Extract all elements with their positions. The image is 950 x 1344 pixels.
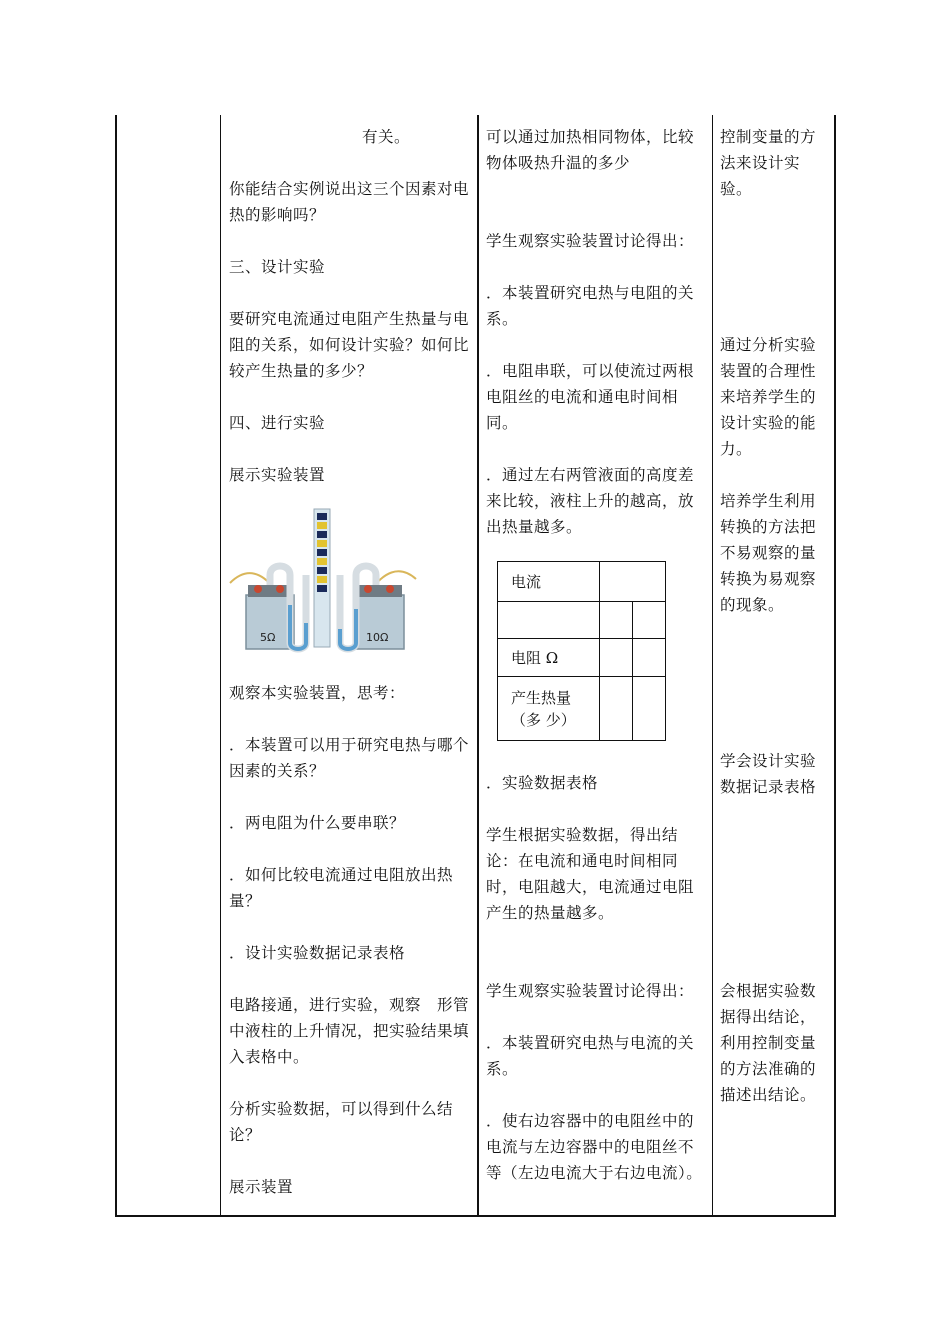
answer-item: ．电阻串联，可以使流过两根电阻丝的电流和通电时间相同。 xyxy=(486,362,695,432)
table-cell xyxy=(600,677,633,741)
table-cell xyxy=(600,639,633,677)
table-row-heat-line1: 产生热量 xyxy=(511,688,572,707)
table-cell xyxy=(600,562,666,602)
text-paragraph: 要研究电流通过电阻产生热量与电阻的关系，如何设计实验？如何比较产生热量的多少？ xyxy=(229,310,470,380)
text-paragraph: 展示实验装置 xyxy=(229,466,326,484)
right-resistor-label: 10Ω xyxy=(366,631,389,644)
text-paragraph: 通过分析实验装置的合理性来培养学生的设计实验的能力。 xyxy=(720,336,817,458)
table-row-current: 电流 xyxy=(498,562,600,602)
left-resistor-label: 5Ω xyxy=(260,631,276,644)
answer-item: ．本装置研究电热与电阻的关系。 xyxy=(486,284,695,328)
text-paragraph: 控制变量的方法来设计实验。 xyxy=(720,128,817,198)
text-paragraph: 展示装置 xyxy=(229,1178,294,1196)
table-cell xyxy=(633,602,666,639)
left-terminal-2 xyxy=(276,585,284,593)
section-heading: 四、进行实验 xyxy=(229,414,326,432)
table-row-resistance: 电阻 Ω xyxy=(498,639,600,677)
conclusion-paragraph: 学生根据实验数据，得出结论：在电流和通电时间相同时，电阻越大，电流通过电阻产生的热量越多。 xyxy=(486,826,695,922)
text-paragraph: 有关。 xyxy=(362,128,411,146)
question-item: ．如何比较电流通过电阻放出热量？ xyxy=(229,866,454,910)
answer-item: ．使右边容器中的电阻丝中的电流与左边容器中的电阻丝不等（左边电流大于右边电流）。 xyxy=(486,1112,703,1182)
question-item: ．设计实验数据记录表格 xyxy=(229,944,406,962)
table-border-bottom xyxy=(115,1215,836,1217)
table-divider-2 xyxy=(477,115,479,1216)
table-divider-3 xyxy=(712,115,713,1216)
text-paragraph: 会根据实验数据得出结论，利用控制变量的方法准确的描述出结论。 xyxy=(720,982,817,1104)
text-paragraph: 可以通过加热相同物体，比较物体吸热升温的多少 xyxy=(486,128,695,172)
text-paragraph: 学生观察实验装置讨论得出： xyxy=(486,232,695,250)
text-paragraph: 分析实验数据，可以得到什么结论？ xyxy=(229,1100,454,1144)
table-row-heat xyxy=(498,677,600,741)
table-cell xyxy=(633,639,666,677)
text-paragraph: 学会设计实验数据记录表格 xyxy=(720,752,817,796)
table-caption: ．实验数据表格 xyxy=(486,774,599,792)
text-paragraph: 学生观察实验装置讨论得出： xyxy=(486,982,695,1000)
answer-item: ．本装置研究电热与电流的关系。 xyxy=(486,1034,695,1078)
table-border-left xyxy=(115,115,117,1216)
data-record-table xyxy=(497,561,666,741)
section-heading: 三、设计实验 xyxy=(229,258,326,276)
right-terminal-1 xyxy=(364,585,372,593)
answer-item: ．通过左右两管液面的高度差来比较，液柱上升的越高，放出热量越多。 xyxy=(486,466,695,536)
experiment-apparatus-image xyxy=(228,505,418,653)
text-paragraph: 观察本实验装置，思考： xyxy=(229,684,406,702)
table-cell xyxy=(600,602,633,639)
text-paragraph: 电路接通，进行实验，观察 形管中液柱的上升情况，把实验结果填入表格中。 xyxy=(229,996,470,1066)
table-row-empty xyxy=(498,602,600,639)
table-row-heat-line2: （多 少） xyxy=(511,710,576,729)
table-cell xyxy=(633,677,666,741)
table-divider-1 xyxy=(220,115,221,1216)
text-paragraph: 你能结合实例说出这三个因素对电热的影响吗？ xyxy=(229,180,470,224)
left-terminal-1 xyxy=(254,585,262,593)
question-item: ．本装置可以用于研究电热与哪个因素的关系？ xyxy=(229,736,470,780)
right-terminal-2 xyxy=(386,585,394,593)
text-paragraph: 培养学生利用转换的方法把不易观察的量转换为易观察的现象。 xyxy=(720,492,817,614)
question-item: ．两电阻为什么要串联？ xyxy=(229,814,406,832)
table-border-right xyxy=(834,115,836,1216)
